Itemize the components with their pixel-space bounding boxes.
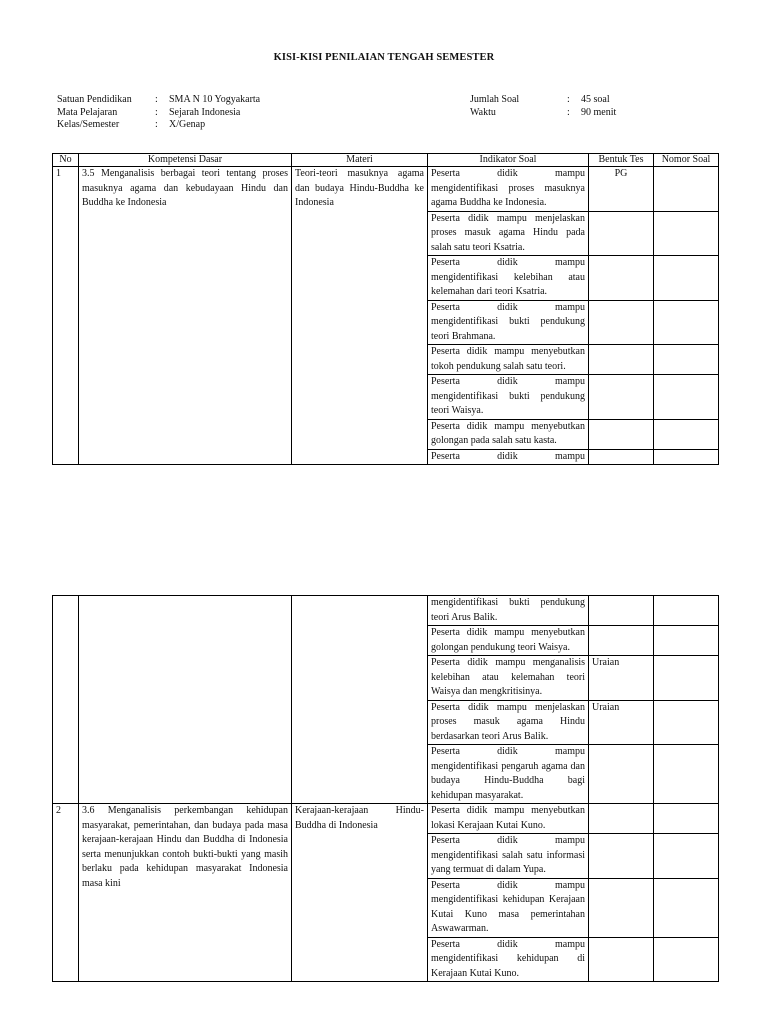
cell-no: 1 <box>53 167 79 465</box>
cell-bentuk-tes <box>589 745 654 804</box>
cell-nomor-soal <box>654 745 719 804</box>
kisi-kisi-table-page1 <box>52 153 719 465</box>
cell-bentuk-tes <box>589 834 654 879</box>
cell-kompetensi-dasar: 3.6 Menganalisis perkembangan kehidupan masyarakat, pemerintahan, dan budaya pada masa kerajaan-kerajaan Hindu dan Buddha di Indonesia serta menunjukkan contoh bukti-bukti yang masih berlaku pada kehidupan masyarakat Indonesia masa kini <box>79 804 292 982</box>
meta-row-jumlah-soal <box>470 94 616 107</box>
cell-materi <box>292 596 428 804</box>
cell-bentuk-tes <box>589 596 654 626</box>
meta-separator: : <box>567 94 570 105</box>
cell-indikator: mengidentifikasi bukti pendukung teori Arus Balik. <box>428 596 589 626</box>
cell-bentuk-tes: PG <box>589 167 654 212</box>
meta-row-kelas-semester <box>57 119 260 132</box>
cell-bentuk-tes <box>589 256 654 301</box>
cell-indikator: Peserta didik mampu mengidentifikasi kelebihan atau kelemahan dari teori Ksatria. <box>428 256 589 301</box>
cell-nomor-soal <box>654 345 719 375</box>
cell-indikator: Peserta didik mampu menyebutkan lokasi Kerajaan Kutai Kuno. <box>428 804 589 834</box>
header-indikator-soal: Indikator Soal <box>428 154 589 167</box>
cell-indikator: Peserta didik mampu menyebutkan tokoh pendukung salah satu teori. <box>428 345 589 375</box>
meta-value: X/Genap <box>169 119 206 130</box>
cell-bentuk-tes <box>589 937 654 982</box>
cell-indikator: Peserta didik mampu menganalisis kelebihan atau kelemahan teori Waisya dan mengkritisinya. <box>428 656 589 701</box>
cell-bentuk-tes <box>589 878 654 937</box>
cell-nomor-soal <box>654 700 719 745</box>
cell-bentuk-tes <box>589 211 654 256</box>
header-bentuk-tes: Bentuk Tes <box>589 154 654 167</box>
cell-indikator: Peserta didik mampu <box>428 449 589 465</box>
meta-separator: : <box>155 94 158 105</box>
cell-bentuk-tes <box>589 375 654 420</box>
cell-materi: Kerajaan-kerajaan Hindu-Buddha di Indonesia <box>292 804 428 982</box>
cell-nomor-soal <box>654 878 719 937</box>
meta-label: Kelas/Semester <box>57 119 120 130</box>
cell-no <box>53 596 79 804</box>
cell-indikator: Peserta didik mampu menyebutkan golongan pada salah satu kasta. <box>428 419 589 449</box>
cell-indikator: Peserta didik mampu mengidentifikasi pengaruh agama dan budaya Hindu-Buddha bagi kehidupan masyarakat. <box>428 745 589 804</box>
document-title: KISI-KISI PENILAIAN TENGAH SEMESTER <box>273 52 495 63</box>
meta-separator: : <box>155 106 158 118</box>
meta-separator: : <box>155 119 158 130</box>
cell-nomor-soal <box>654 656 719 701</box>
cell-no: 2 <box>53 804 79 982</box>
cell-bentuk-tes <box>589 626 654 656</box>
cell-bentuk-tes: Uraian <box>589 656 654 701</box>
meta-left <box>57 94 260 132</box>
cell-indikator: Peserta didik mampu mengidentifikasi proses masuknya agama Buddha ke Indonesia. <box>428 167 589 212</box>
cell-nomor-soal <box>654 449 719 465</box>
meta-value: 90 menit <box>581 106 617 118</box>
cell-nomor-soal <box>654 419 719 449</box>
cell-nomor-soal <box>654 937 719 982</box>
cell-indikator: Peserta didik mampu menyebutkan golongan pendukung teori Waisya. <box>428 626 589 656</box>
cell-nomor-soal <box>654 300 719 345</box>
cell-nomor-soal <box>654 211 719 256</box>
kisi-kisi-table-page2 <box>52 595 719 982</box>
header-no: No <box>53 154 79 167</box>
cell-indikator: Peserta didik mampu menjelaskan proses masuk agama Hindu pada salah satu teori Ksatria. <box>428 211 589 256</box>
meta-value: Sejarah Indonesia <box>169 106 241 118</box>
meta-separator: : <box>567 106 570 118</box>
header-kompetensi-dasar: Kompetensi Dasar <box>79 154 292 167</box>
meta-label: Jumlah Soal <box>470 94 520 105</box>
meta-value: SMA N 10 Yogyakarta <box>169 94 261 105</box>
cell-bentuk-tes <box>589 300 654 345</box>
cell-indikator: Peserta didik mampu mengidentifikasi kehidupan di Kerajaan Kutai Kuno. <box>428 937 589 982</box>
cell-indikator: Peserta didik mampu mengidentifikasi kehidupan Kerajaan Kutai Kuno masa pemerintahan Aswawarman. <box>428 878 589 937</box>
cell-indikator: Peserta didik mampu mengidentifikasi salah satu informasi yang termuat di dalam Yupa. <box>428 834 589 879</box>
header-nomor-soal: Nomor Soal <box>654 154 719 167</box>
meta-value: 45 soal <box>581 94 610 105</box>
cell-kompetensi-dasar <box>79 596 292 804</box>
cell-bentuk-tes <box>589 345 654 375</box>
table-row <box>53 167 719 212</box>
cell-materi: Teori-teori masuknya agama dan budaya Hindu-Buddha ke Indonesia <box>292 167 428 465</box>
table-row <box>53 596 719 626</box>
cell-bentuk-tes <box>589 419 654 449</box>
meta-right <box>470 94 616 119</box>
cell-nomor-soal <box>654 804 719 834</box>
meta-row-mata-pelajaran <box>57 107 260 120</box>
meta-row-waktu <box>470 107 616 120</box>
meta-label: Mata Pelajaran <box>57 106 118 118</box>
cell-nomor-soal <box>654 167 719 212</box>
table-row <box>53 804 719 834</box>
cell-indikator: Peserta didik mampu menjelaskan proses masuk agama Hindu berdasarkan teori Arus Balik. <box>428 700 589 745</box>
cell-nomor-soal <box>654 596 719 626</box>
cell-indikator: Peserta didik mampu mengidentifikasi bukti pendukung teori Waisya. <box>428 375 589 420</box>
cell-bentuk-tes <box>589 804 654 834</box>
cell-indikator: Peserta didik mampu mengidentifikasi bukti pendukung teori Brahmana. <box>428 300 589 345</box>
header-materi: Materi <box>292 154 428 167</box>
cell-nomor-soal <box>654 834 719 879</box>
cell-kompetensi-dasar: 3.5 Menganalisis berbagai teori tentang proses masuknya agama dan kebudayaan Hindu dan Buddha ke Indonesia <box>79 167 292 465</box>
meta-label: Waktu <box>470 106 496 118</box>
cell-bentuk-tes: Uraian <box>589 700 654 745</box>
cell-nomor-soal <box>654 375 719 420</box>
cell-nomor-soal <box>654 256 719 301</box>
cell-nomor-soal <box>654 626 719 656</box>
meta-row-satuan-pendidikan <box>57 94 260 107</box>
table-header-row <box>53 154 719 167</box>
cell-bentuk-tes <box>589 449 654 465</box>
meta-label: Satuan Pendidikan <box>57 94 132 105</box>
